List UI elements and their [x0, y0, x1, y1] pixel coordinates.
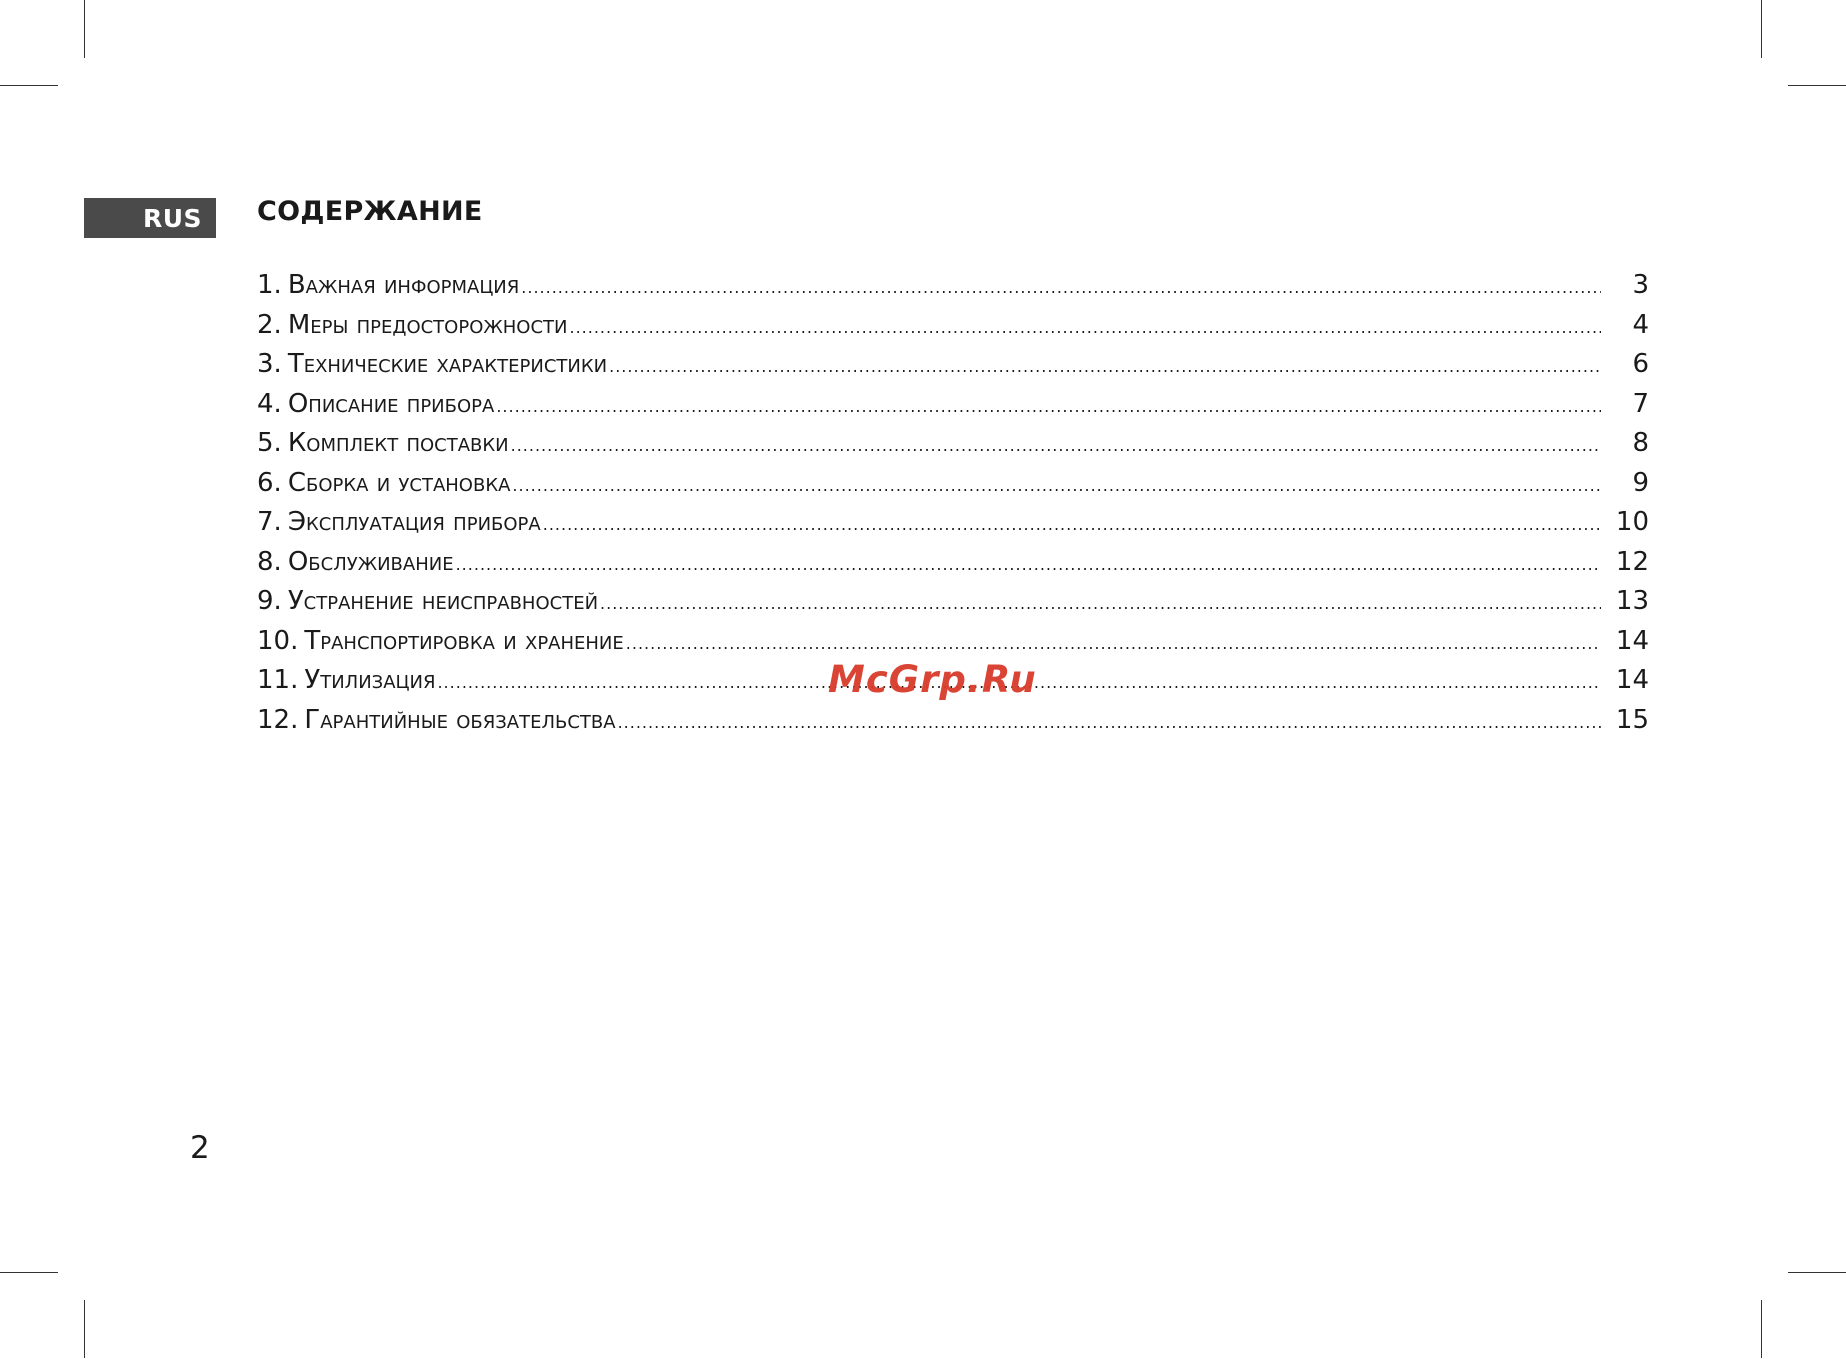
toc-item-title: Обслуживание [287, 546, 454, 577]
toc-item-page: 6 [1632, 349, 1649, 379]
toc-item-title: Эксплуатация прибора [287, 507, 541, 537]
toc-item-number: 12. [257, 704, 299, 735]
toc-item-page: 12 [1615, 546, 1649, 577]
toc-dot-leader [521, 268, 1601, 308]
toc-item-title: Утилизация [304, 665, 436, 695]
toc-item-title: Транспортировка и хранение [304, 625, 624, 656]
toc-item-title: Сборка и установка [287, 467, 511, 498]
toc-item-page: 15 [1615, 704, 1649, 735]
toc-item[interactable] [257, 543, 1649, 583]
toc-item[interactable] [257, 464, 1649, 504]
crop-mark-bottom-right-vertical [1761, 1300, 1762, 1358]
page-title: СОДЕРЖАНИЕ [257, 196, 483, 227]
page-number: 2 [190, 1130, 210, 1166]
toc-item-page: 13 [1615, 586, 1649, 616]
toc-item[interactable] [257, 622, 1649, 662]
toc-item-page: 8 [1632, 428, 1649, 458]
toc-item-page: 9 [1632, 467, 1649, 498]
toc-item-page: 14 [1615, 625, 1649, 656]
toc-item-number: 2. [257, 309, 282, 340]
toc-item[interactable] [257, 424, 1649, 464]
watermark: McGrp.Ru [828, 658, 1037, 701]
toc-item[interactable] [257, 266, 1649, 306]
toc-item-number: 10. [257, 625, 299, 656]
toc-dot-leader [570, 308, 1602, 348]
toc-item-number: 3. [257, 349, 282, 379]
crop-mark-top-left-horizontal [0, 85, 58, 86]
toc-item[interactable] [257, 582, 1649, 622]
toc-item-number: 9. [257, 586, 282, 616]
toc-item-number: 7. [257, 507, 282, 537]
crop-mark-top-left-vertical [84, 0, 85, 58]
crop-mark-bottom-left-horizontal [0, 1272, 58, 1273]
toc-item-title: Комплект поставки [287, 428, 509, 458]
toc-item-number: 5. [257, 428, 282, 458]
toc-item-number: 6. [257, 467, 282, 498]
toc-item-title: Меры предосторожности [287, 309, 568, 340]
toc-dot-leader [512, 466, 1601, 506]
toc-item-number: 4. [257, 388, 282, 419]
toc-item[interactable] [257, 345, 1649, 385]
toc-item-title: Технические характеристики [287, 349, 608, 379]
toc-item[interactable] [257, 306, 1649, 346]
toc-item[interactable] [257, 701, 1649, 741]
toc-dot-leader [511, 426, 1601, 466]
toc-item-title: Гарантийные обязательства [304, 704, 616, 735]
crop-mark-bottom-left-vertical [84, 1300, 85, 1358]
toc-item-page: 14 [1615, 665, 1649, 695]
toc-item[interactable] [257, 503, 1649, 543]
toc-dot-leader [618, 703, 1601, 743]
toc-item-title: Устранение неисправностей [287, 586, 599, 616]
toc-item-page: 3 [1632, 270, 1649, 300]
toc-item-page: 7 [1632, 388, 1649, 419]
language-badge: RUS [84, 198, 216, 238]
crop-mark-bottom-right-horizontal [1788, 1272, 1846, 1273]
toc-dot-leader [456, 545, 1601, 585]
toc-dot-leader [626, 624, 1601, 664]
toc-item-number: 1. [257, 270, 282, 300]
toc-item-title: Описание прибора [287, 388, 495, 419]
toc-dot-leader [609, 347, 1601, 387]
toc-dot-leader [496, 387, 1601, 427]
toc-dot-leader [543, 505, 1601, 545]
toc-dot-leader [600, 584, 1601, 624]
toc-item-number: 8. [257, 546, 282, 577]
crop-mark-top-right-horizontal [1788, 85, 1846, 86]
toc-item-page: 4 [1632, 309, 1649, 340]
toc-item-title: Важная информация [287, 270, 520, 300]
toc-item-page: 10 [1615, 507, 1649, 537]
crop-mark-top-right-vertical [1761, 0, 1762, 58]
toc-item-number: 11. [257, 665, 299, 695]
toc-item[interactable] [257, 385, 1649, 425]
